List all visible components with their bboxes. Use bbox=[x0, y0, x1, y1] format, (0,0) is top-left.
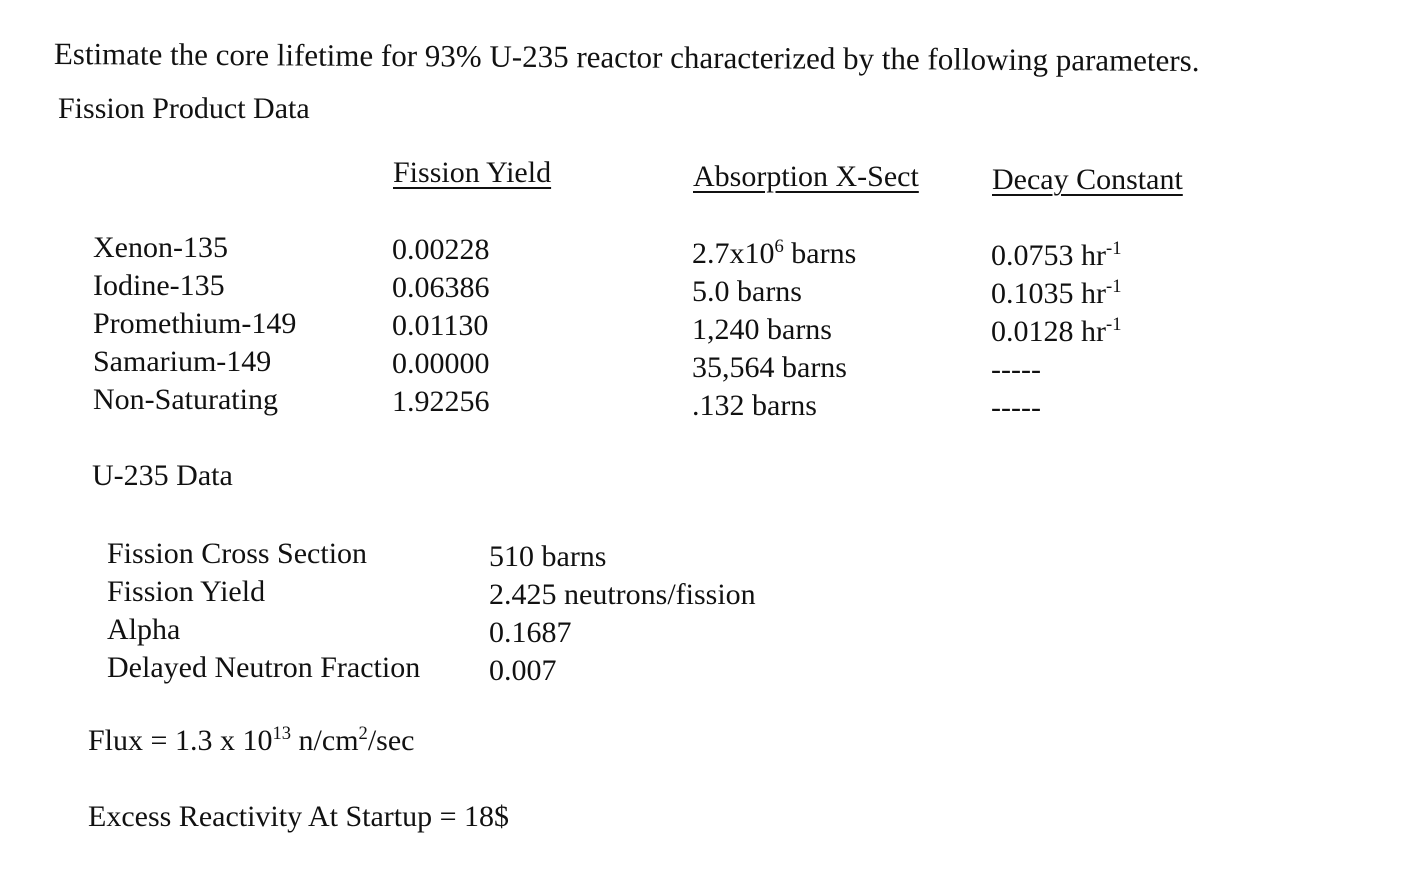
u235-value: 0.1687 bbox=[489, 616, 572, 649]
u235-label: Alpha bbox=[107, 613, 181, 646]
nuclide-name: Samarium-149 bbox=[93, 345, 272, 378]
flux-equation: Flux = 1.3 x $10^{13}$ $n/cm^2/\sec$ bbox=[88, 723, 415, 757]
decay-constant-value: ----- bbox=[991, 391, 1041, 424]
fission-product-title: Fission Product Data bbox=[58, 92, 310, 125]
u235-value: 0.007 bbox=[489, 654, 557, 687]
u235-label: Delayed Neutron Fraction bbox=[107, 651, 421, 684]
u235-value: 510 barns bbox=[489, 540, 607, 573]
nuclide-name: Xenon-135 bbox=[93, 231, 228, 264]
decay-constant-value: 0.0753 $hr^{-1}$ bbox=[991, 238, 1122, 272]
decay-constant-value: ----- bbox=[991, 353, 1041, 386]
header-decay-constant: Decay Constant bbox=[992, 163, 1183, 196]
nuclide-name: Promethium-149 bbox=[93, 307, 297, 340]
absorption-xsect-value: 35,564 barns bbox=[692, 351, 847, 384]
u235-title: U-235 Data bbox=[92, 459, 233, 492]
absorption-xsect-value: 5.0 barns bbox=[692, 275, 802, 308]
u235-label: Fission Yield bbox=[107, 575, 266, 608]
header-absorption-xsect: Absorption X-Sect bbox=[693, 160, 919, 193]
decay-constant-value: 0.0128 $hr^{-1}$ bbox=[991, 314, 1122, 348]
u235-label: Fission Cross Section bbox=[107, 537, 368, 570]
nuclide-name: Iodine-135 bbox=[93, 269, 225, 302]
fission-yield-value: 0.00228 bbox=[392, 233, 490, 266]
absorption-xsect-value: $2.7x10^6$ barns bbox=[692, 236, 857, 270]
problem-statement: Estimate the core lifetime for 93% U-235 reactor characterized by the following parameters. bbox=[53, 36, 1200, 78]
fission-yield-value: 0.01130 bbox=[392, 309, 489, 342]
decay-constant-value: 0.1035 $hr^{-1}$ bbox=[991, 276, 1122, 310]
fission-yield-value: 0.06386 bbox=[392, 271, 490, 304]
absorption-xsect-value: .132 barns bbox=[692, 389, 817, 422]
absorption-xsect-value: 1,240 barns bbox=[692, 313, 832, 346]
header-fission-yield: Fission Yield bbox=[393, 156, 552, 189]
fission-yield-value: 1.92256 bbox=[392, 385, 490, 418]
u235-value: 2.425 neutrons/fission bbox=[489, 578, 756, 611]
nuclide-name: Non-Saturating bbox=[93, 383, 278, 416]
excess-reactivity: Excess Reactivity At Startup = 18$ bbox=[88, 800, 510, 833]
fission-yield-value: 0.00000 bbox=[392, 347, 490, 380]
